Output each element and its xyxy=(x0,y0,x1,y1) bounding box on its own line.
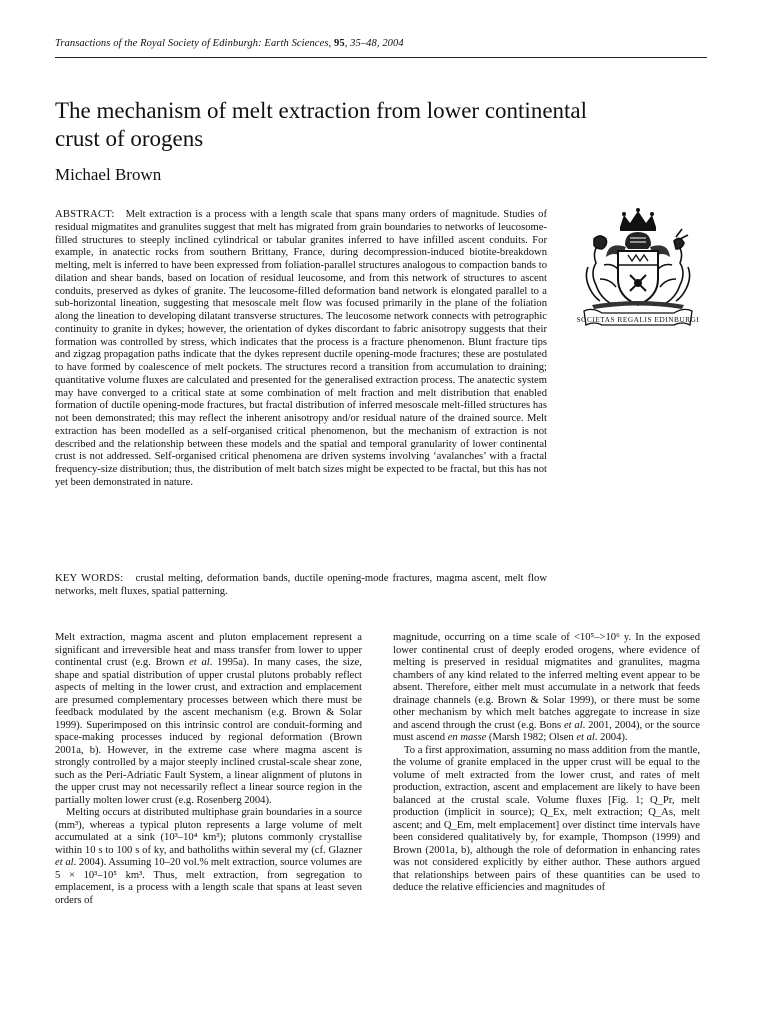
motto-text: SOCIETAS REGALIS EDINBURGI xyxy=(576,316,700,324)
text-run: . 2004). xyxy=(594,732,628,743)
italic-run: et al xyxy=(576,732,595,743)
journal-name: Transactions of the Royal Society of Edinburgh: Earth Sciences, xyxy=(55,38,332,49)
abstract-label: ABSTRACT: xyxy=(55,209,115,220)
italic-run: et al xyxy=(563,719,583,731)
right-supporter-figure xyxy=(658,229,690,303)
journal-volume: 95 xyxy=(333,38,345,49)
text-run: Melt extraction, magma ascent and pluton emplacement represent a significant and irreversible heat and mass transfer from lower to upper continental crust (e.g. Brown xyxy=(55,632,362,668)
text-run: . 2004). Assuming 10–20 vol.% melt extraction, source volumes are 5 × 10³–10⁵ km³. Thus, melt extraction, from segregation to emplacement, is a process with a length scale that spans at least seven orders of xyxy=(55,857,362,906)
body-column-right xyxy=(393,632,700,895)
text-run: (Marsh 1982; Olsen xyxy=(486,732,577,743)
abstract xyxy=(55,209,547,490)
keywords-text: crustal melting, deformation bands, ductile opening-mode fractures, magma ascent, melt flow networks, melt fluxes, spatial patterning. xyxy=(55,573,547,597)
italic-run: et al xyxy=(189,657,210,668)
body-paragraph xyxy=(55,632,362,807)
motto-scroll xyxy=(577,309,700,325)
shield-icon xyxy=(618,251,658,305)
body-paragraph xyxy=(393,632,700,745)
text-run: magnitude, occurring on a time scale of <10⁵–>10⁶ y. In the exposed lower continental crust of deeply eroded orogens, where evidence of melting is preserved in residual migmatites and granulites, magma chambers of any kind related to the inferred melting event appear to be absent. Therefore, either melt must accumulate in a network that feeds drainage channels (e.g. Brown & Solar 1999), or there must be some other mechanism by which melt batches aggregate to increase in size and ascend through the crust (e.g. Bons xyxy=(393,632,700,731)
abstract-text: Melt extraction is a process with a length scale that spans many orders of magnitude. Studies of residual migmatites and granulites suggest that melt has migrated from grain boundaries to networks of leucosome-filled structures to steeply inclined cylindrical or tabular granites inferred to have infilled ascent conduits. For example, in anatectic rocks from southern Brittany, France, during decompression-induced biotite-breakdown melting, melt is inferred to have been expressed from foliation-parallel structures analogous to compaction bands to dilation and shear bands, based on location of residual leucosome, and from this network of structures to ascent conduits, preserved as dykes of granite. The leucosome-filled deformation band network is elongated parallel to a sub-horizontal lineation, suggesting that mesoscale melt flow was focused primarily in the plane of the foliation along the lineation to developing dilatant transverse structures. The leucosome network connects with petrographic continuity to granite in dykes; however, the orientation of dykes discordant to fabric anisotropy suggests that their formation was controlled by stress, which indicates that the process is a fracture phenomenon. Blunt fracture tips and zigzag propagation paths indicate that the dykes represent ductile opening-mode fractures; these are postulated to have formed by coalescence of melt pockets. The structures record a transition from accumulation to draining; quantitative volume fluxes are calculated and presented for the generalised extraction process. The anatectic system may have converged to a critical state at some combination of melt fraction and melt distribution that enabled formation of ductile opening-mode fractures, but fractal distribution of inferred mesoscale melt-filled structures has not been demonstrated; this may reflect the inherent anisotropy and/or residual nature of the drained source. Melt extraction has been modelled as a self-organised critical phenomenon, but the mechanism of extraction is not described and the relationship between these models and the spatial and temporal granularity of lower continental crust is not addressed. Self-organised critical phenomena are driven systems involving ‘avalanches’ with a fractal frequency-size distribution; thus, the distribution of melt batch sizes might be expected to be fractal, but this has not yet been demonstrated in nature. xyxy=(55,209,547,488)
body-column-left xyxy=(55,632,362,907)
italic-run: et al xyxy=(55,857,74,868)
journal-header xyxy=(55,38,705,49)
journal-pages-year: , 35–48, 2004 xyxy=(344,38,404,49)
text-run: . 1995a). In many cases, the size, shape and spatial distribution of upper crustal plutons probably reflect aspects of melting in the lower crust, and extraction and emplacement are presumed complementary processes between which there must be feedback modulated by the ascent mechanism (e.g. Brown & Solar 1999). Superimposed on this intrinsic control are conduit-forming and space-making processes induced by regional deformation (Brown 2001a, b). However, in the extreme case where magma ascent is strongly controlled by a major steeply inclined crustal-scale shear zone, such as the Peri-Adriatic Fault System, a linear alignment of plutons in the upper crust may not necessarily reflect a linear source region in the partially molten lower crust (e.g. Rosenberg 2004). xyxy=(55,657,363,806)
body-paragraph xyxy=(393,745,700,895)
text-run: To a first approximation, assuming no mass addition from the mantle, the volume of granite emplaced in the upper crust will be equal to the volume of melt extracted from the lower crust, and rates of melt production, extraction, ascent and emplacement are likely to have been balanced at the crustal scale. Volume fluxes [Fig. 1; Q_Pr, melt production (implicit in source); Q_Ex, melt extraction; Q_As, melt ascent; and Q_Em, melt emplacement] over distinct time intervals have been considered qualitatively by, for example, Thompson (1999) and Brown (2001a, b), although the role of deformation in enhancing rates was not considered explicitly by either author. These authors argued that relationships between pairs of these quantities can be used to deduce the relative efficiencies and magnitudes of xyxy=(393,744,700,893)
compartment xyxy=(592,301,684,309)
crown-icon xyxy=(620,208,656,231)
keywords xyxy=(55,573,547,599)
article-author: Michael Brown xyxy=(55,165,162,184)
italic-run: en masse xyxy=(447,732,487,743)
text-run: Melting occurs at distributed multiphase grain boundaries in a source (mm³), whereas a typical pluton represents a large volume of melt accumulated at a sink (10³–10⁴ km³); plutons commonly crystallise within 10 s to 100 s of ky, and batholiths within several my (cf. Glazner xyxy=(55,807,362,856)
society-crest-logo xyxy=(570,205,706,331)
body-paragraph xyxy=(55,807,362,907)
text-run: . 2001, 2004), or the source must ascend xyxy=(393,719,700,743)
keywords-label: KEY WORDS: xyxy=(55,573,124,584)
header-rule xyxy=(55,57,707,58)
article-title: The mechanism of melt extraction from lower continental crust of orogens xyxy=(55,98,588,151)
helmet-icon xyxy=(625,232,651,249)
